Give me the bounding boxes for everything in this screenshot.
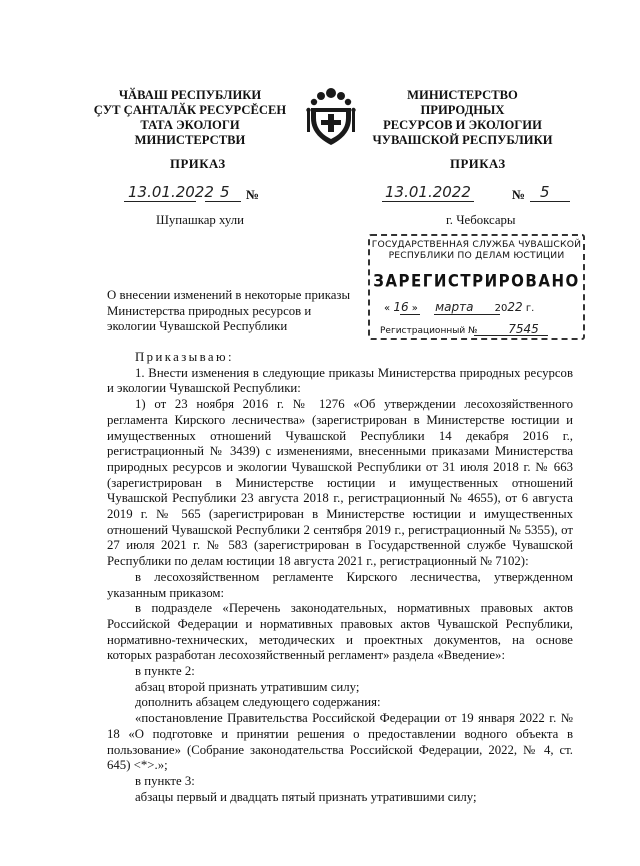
stamp-agency <box>370 239 583 261</box>
header-left-line: ТАТА ЭКОЛОГИ <box>140 118 240 132</box>
header-right-line: ЧУВАШСКОЙ РЕСПУБЛИКИ <box>372 133 553 147</box>
stamp-reg-number: 7545 <box>508 322 539 336</box>
header-right-line: ПРИРОДНЫХ <box>420 103 505 117</box>
stamp-registered: ЗАРЕГИСТРИРОВАНО <box>373 271 580 291</box>
city-russian: г. Чебоксары <box>446 213 516 227</box>
body-paragraph: дополнить абзацем следующего содержания: <box>135 695 381 710</box>
header-left-line: МИНИСТЕРСТВИ <box>134 133 246 147</box>
header-right-line: РЕСУРСОВ И ЭКОЛОГИИ <box>383 118 542 132</box>
city-chuvash: Шупашкар хули <box>156 213 244 227</box>
stamp-agency-line: ГОСУДАРСТВЕННАЯ СЛУЖБА ЧУВАШСКОЙ <box>371 239 582 250</box>
stamp-year-unit: г. <box>525 303 535 314</box>
stamp-registration-row <box>380 322 539 336</box>
document-subject: О внесении изменений в некоторые приказы Министерства природных ресурсов и экологии Чувашской Республики <box>107 288 351 333</box>
number-sign-right: № <box>512 187 526 202</box>
body-paragraph: 1) от 23 ноября 2016 г. № 1276 «Об утверждении лесохозяйственного регламента Кирского лесничества» (зарегистрирован в Министерстве юстиции и имущественных отношений Чувашской Республики 14 декабря 2016 г., регистрационный № 3439) с изменениями, внесенными приказами Министерства природных ресурсов и экологии Чувашской Республики от 31 июля 2018 г. № 663 (зарегистрирован в Министерстве юстиции и имущественных отношений Чувашской Республики 23 августа 2018 г., регистрационный № 4655), от 6 августа 2019 г. № 565 (зарегистрирован в Министерстве юстиции и имущественных отношений Чувашской Республики 2 сентября 2019 г., регистрационный № 5355), от 27 июля 2021 г. № 583 (зарегистрирован в Государственной службе Чувашской Республики по делам юстиции 18 августа 2021 г., регистрационный № 7102): <box>107 397 573 569</box>
header-left-line: ҪУТ ҪАНТАЛӐК РЕСУРСĔСЕН <box>93 103 287 117</box>
date-left: 13.01.2022 <box>128 183 214 201</box>
number-right-underline <box>530 201 570 202</box>
body-paragraph: «постановление Правительства Российской Федерации от 19 января 2022 г. № 18 «О подготовке и принятии решения о предоставлении водного объекта в пользование» (Собрание законодательства Российской Федерации, 2022, № 4, ст. 645) <*>.»; <box>107 711 573 773</box>
stamp-agency-line: РЕСПУБЛИКИ ПО ДЕЛАМ ЮСТИЦИИ <box>388 250 565 261</box>
body-paragraph: Приказываю: <box>135 350 234 364</box>
number-right: 5 <box>540 183 550 201</box>
header-russian <box>345 88 580 148</box>
order-title-chuvash: ПРИКАЗ <box>170 157 226 171</box>
registration-stamp <box>368 234 585 340</box>
date-right: 13.01.2022 <box>385 183 471 201</box>
body-paragraph: абзац второй признать утратившим силу; <box>135 679 360 694</box>
body-paragraph: в пункте 2: <box>135 664 195 679</box>
body-paragraph: в подразделе «Перечень законодательных, нормативных правовых актов Российской Федерации и нормативных правовых актов Чувашской Республики, нормативно-технических, методических и проектных документов, на основе которых разработан лесохозяйственный регламент» раздела «Введение»: <box>107 601 573 663</box>
body-paragraph: в лесохозяйственном регламенте Кирского лесничества, утвержденном указанным приказом: <box>107 569 573 600</box>
number-sign-left: № <box>246 187 260 202</box>
document-body <box>107 350 573 805</box>
stamp-date-row: « 16 » марта 2022 г. <box>384 300 535 314</box>
stamp-reg-underline <box>474 335 548 336</box>
stamp-month: марта <box>435 300 474 314</box>
body-paragraph: абзацы первый и двадцать пятый признать утратившими силу; <box>135 789 477 804</box>
stamp-year-prefix: 20 <box>494 303 508 314</box>
number-left: 5 <box>220 183 230 201</box>
stamp-reg-label: Регистрационный № <box>380 326 478 336</box>
header-right-line: МИНИСТЕРСТВО <box>407 88 518 102</box>
header-left-line: ЧӐВАШ РЕСПУБЛИКИ <box>118 88 262 102</box>
stamp-year-suffix: 22 <box>507 300 523 314</box>
date-left-underline <box>124 201 196 202</box>
number-left-underline <box>205 201 241 202</box>
stamp-month-underline <box>434 314 500 315</box>
stamp-day: 16 <box>393 300 409 314</box>
order-title-russian: ПРИКАЗ <box>450 157 506 171</box>
date-right-underline <box>382 201 474 202</box>
header-chuvash <box>85 88 295 148</box>
stamp-day-underline <box>400 314 420 315</box>
body-paragraph: в пункте 3: <box>135 773 195 788</box>
body-paragraph: 1. Внести изменения в следующие приказы Министерства природных ресурсов и экологии Чувашской Республики: <box>107 365 573 396</box>
